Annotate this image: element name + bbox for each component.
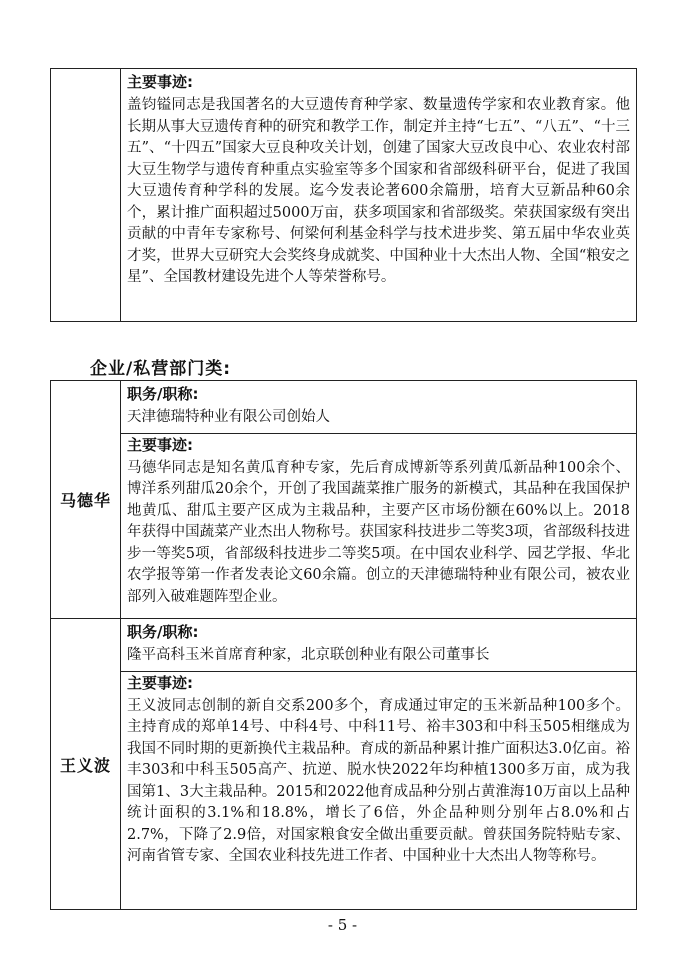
deeds-text: 盖钧镒同志是我国著名的大豆遗传育种学家、数量遗传学家和农业教育家。他长期从事大豆遗传育种的研究和教学工作，制定并主持“七五”、“八五”、“十三五”、“十四五”国家大豆良种攻关计划，创建了国家大豆改良中心、农业农村部大豆生物学与遗传育种重点实验室等多个国家和省部级科研平台，促进了我国大豆遗传育种学科的发展。迄今发表论著600余篇册，培育大豆新品种60余个，累计推广面积超过5000万亩，获多项国家和省部级奖。荣获国家级有突出贡献的中青年专家称号、何梁何利基金科学与技术进步奖、第五届中华农业英才奖，世界大豆研究大会奖终身成就奖、中国种业十大杰出人物、全国“粮安之星”、全国教材建设先进个人等荣誉称号。 xyxy=(127,97,630,285)
top-record-table xyxy=(50,68,637,322)
title-label: 职务/职称: xyxy=(127,623,199,641)
deeds-text: 马德华同志是知名黄瓜育种专家，先后育成博新等系列黄瓜新品种100余个、博洋系列甜瓜20余个，开创了我国蔬菜推广服务的新模式，其品种在我国保护地黄瓜、甜瓜主要产区成为主栽品种，主要产区市场份额在60%以上。2018年获得中国蔬菜产业杰出人物称号。获国家科技进步二等奖3项，省部级科技进步一等奖5项，省部级科技进步二等奖5项。在中国农业科学、园艺学报、华北农学报等第一作者发表论文60余篇。创立的天津德瑞特种业有限公司，被农业部列入破难题阵型企业。 xyxy=(127,459,630,605)
empty-name-cell xyxy=(51,69,121,322)
deeds-cell xyxy=(121,69,637,322)
deeds-label: 主要事迹: xyxy=(127,435,193,454)
person-name: 王义波 xyxy=(51,619,121,910)
title-text: 天津德瑞特种业有限公司创始人 xyxy=(127,409,330,425)
person-details-cell xyxy=(121,619,637,910)
page-number: - 5 - xyxy=(327,916,358,934)
person-details-cell xyxy=(121,381,637,619)
deeds-label: 主要事迹: xyxy=(127,673,193,692)
title-text: 隆平高科玉米首席育种家，北京联创种业有限公司董事长 xyxy=(127,647,490,663)
title-label: 职务/职称: xyxy=(127,385,199,403)
section-title: 企业/私营部门类: xyxy=(90,359,232,379)
deeds-text: 王义波同志创制的新自交系200多个，育成通过审定的玉米新品种100多个。主持育成的郑单14号、中科4号、中科11号、裕丰303和中科玉505相继成为我国不同时期的更新换代主栽品种。育成的新品种累计推广面积达3.0亿亩。裕丰303和中科玉505高产、抗逆、脱水快2022年均种植1300多万亩，成为我国第1、3大主栽品种。2015和2022他育成品种分别占黄淮海10万亩以上品种统计面积的3.1%和18.8%，增长了6倍，外企品种则分别年占8.0%和占2.7%，下降了2.9倍，对国家粮食安全做出重要贡献。曾获国务院特贴专家、河南省管专家、全国农业科技先进工作者、中国种业十大杰出人物等称号。 xyxy=(127,697,630,864)
person-name: 马德华 xyxy=(51,381,121,619)
person-table xyxy=(50,380,637,910)
deeds-label: 主要事迹: xyxy=(127,73,193,91)
